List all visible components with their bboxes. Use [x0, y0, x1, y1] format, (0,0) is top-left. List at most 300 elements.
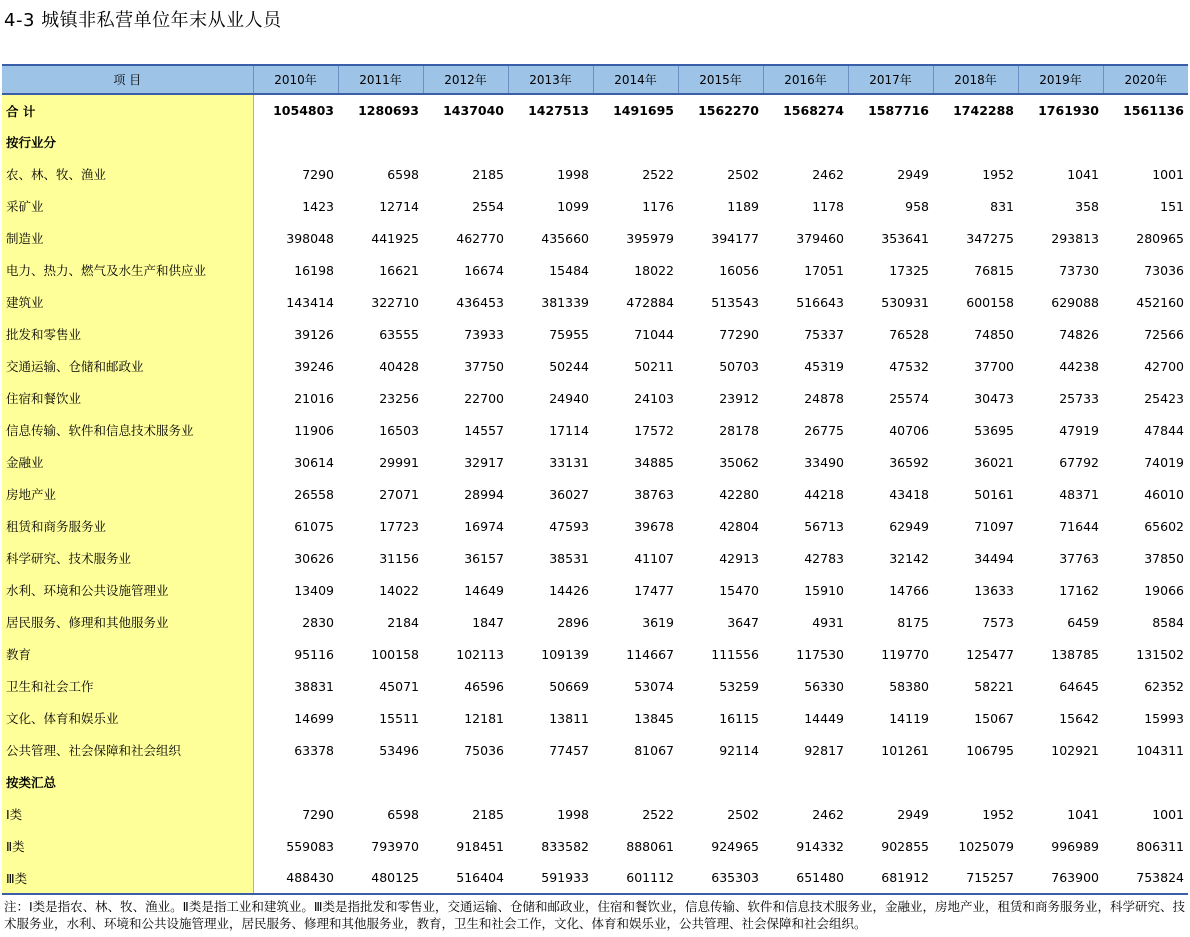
table-cell: 47844	[1144, 422, 1184, 438]
table-cell: 53074	[634, 678, 674, 694]
table-cell: 34885	[634, 454, 674, 470]
table-row	[2, 670, 1188, 702]
row-label: 金融业	[2, 446, 253, 478]
table-cell: 600158	[966, 294, 1014, 310]
table-cell: 1189	[727, 198, 759, 214]
table-cell: 46596	[464, 678, 504, 694]
table-cell: 1176	[642, 198, 674, 214]
table-cell: 39126	[294, 326, 334, 342]
table-cell: 30626	[294, 550, 334, 566]
table-cell: 1952	[982, 806, 1014, 822]
table-row	[2, 702, 1188, 734]
table-cell: 53695	[974, 422, 1014, 438]
table-cell: 44238	[1059, 358, 1099, 374]
table-cell: 379460	[796, 230, 844, 246]
table-cell: 2554	[472, 198, 504, 214]
table-row	[2, 574, 1188, 606]
page-title: 4-3 城镇非私营单位年末从业人员	[4, 10, 282, 31]
row-label: 采矿业	[2, 190, 253, 222]
table-cell: 131502	[1136, 646, 1184, 662]
table-cell: 92817	[804, 742, 844, 758]
table-cell: 38531	[549, 550, 589, 566]
table-cell: 753824	[1103, 862, 1188, 894]
table-cell	[338, 126, 423, 158]
table-cell: 2184	[387, 614, 419, 630]
table-cell: 2522	[642, 806, 674, 822]
row-label: 按行业分	[2, 126, 253, 158]
table-cell: 15484	[549, 262, 589, 278]
table-cell: 8584	[1152, 614, 1184, 630]
table-cell: 1568274	[783, 103, 844, 118]
row-label: 信息传输、软件和信息技术服务业	[2, 414, 253, 446]
table-cell: 25574	[889, 390, 929, 406]
table-cell: 14766	[889, 582, 929, 598]
table-cell: 12181	[464, 710, 504, 726]
table-cell: 1998	[557, 166, 589, 182]
table-cell: 14426	[549, 582, 589, 598]
table-cell: 73933	[464, 326, 504, 342]
table-cell: 13633	[974, 582, 1014, 598]
table-cell: 16621	[379, 262, 419, 278]
row-label: Ⅱ类	[2, 830, 253, 862]
footnote: 注：Ⅰ类是指农、林、牧、渔业。Ⅱ类是指工业和建筑业。Ⅲ类是指批发和零售业，交通运输、仓储和邮政业，住宿和餐饮业，信息传输、软件和信息技术服务业，金融业，房地产业，租赁和商务服务业，科学研究、技术服务业，水利、环境和公共设施管理业，居民服务、修理和其他服务业，教育，卫生和社会工作，文化、体育和娱乐业，公共管理、社会保障和社会组织。	[4, 899, 1185, 931]
table-cell: 71644	[1059, 518, 1099, 534]
table-cell: 1561136	[1123, 103, 1184, 118]
table-cell: 472884	[626, 294, 674, 310]
table-cell: 15511	[379, 710, 419, 726]
table-cell: 32917	[464, 454, 504, 470]
row-label: 文化、体育和娱乐业	[2, 702, 253, 734]
table-cell: 47593	[549, 518, 589, 534]
table-cell: 629088	[1051, 294, 1099, 310]
table-cell: 15067	[974, 710, 1014, 726]
table-cell: 24878	[804, 390, 844, 406]
table-cell: 591933	[508, 862, 593, 894]
table-cell: 1178	[812, 198, 844, 214]
table-cell: 11906	[294, 422, 334, 438]
table-cell: 13811	[549, 710, 589, 726]
table-row	[2, 318, 1188, 350]
table-cell: 64645	[1059, 678, 1099, 694]
year-column-header: 2016年	[763, 65, 848, 94]
table-cell: 635303	[678, 862, 763, 894]
table-cell: 28994	[464, 486, 504, 502]
row-label: 房地产业	[2, 478, 253, 510]
year-column-header: 2013年	[508, 65, 593, 94]
table-cell: 75036	[464, 742, 504, 758]
table-cell: 452160	[1136, 294, 1184, 310]
row-label: Ⅰ类	[2, 798, 253, 830]
table-cell: 40428	[379, 358, 419, 374]
table-cell	[933, 126, 1018, 158]
table-cell: 15910	[804, 582, 844, 598]
table-cell: 17325	[889, 262, 929, 278]
table-cell: 45319	[804, 358, 844, 374]
table-cell: 42783	[804, 550, 844, 566]
table-cell: 2462	[812, 806, 844, 822]
table-cell: 958	[905, 198, 929, 214]
table-cell: 63378	[294, 742, 334, 758]
table-cell: 25733	[1059, 390, 1099, 406]
table-cell: 39246	[294, 358, 334, 374]
table-cell: 62352	[1144, 678, 1184, 694]
row-label: 合 计	[2, 94, 253, 126]
table-cell: 16198	[294, 262, 334, 278]
table-cell: 53496	[379, 742, 419, 758]
table-cell: 1998	[557, 806, 589, 822]
table-cell: 47532	[889, 358, 929, 374]
table-cell: 15470	[719, 582, 759, 598]
table-cell: 74850	[974, 326, 1014, 342]
table-cell: 44218	[804, 486, 844, 502]
table-cell: 1001	[1152, 806, 1184, 822]
table-cell: 293813	[1051, 230, 1099, 246]
table-cell: 35062	[719, 454, 759, 470]
table-cell: 37850	[1144, 550, 1184, 566]
table-cell	[1018, 126, 1103, 158]
row-label: 建筑业	[2, 286, 253, 318]
table-cell: 1025079	[958, 838, 1014, 854]
table-cell: 15642	[1059, 710, 1099, 726]
table-cell: 651480	[763, 862, 848, 894]
table-cell: 62949	[889, 518, 929, 534]
table-cell: 1742288	[953, 103, 1014, 118]
table-cell: 36027	[549, 486, 589, 502]
table-cell: 1952	[982, 166, 1014, 182]
table-cell: 65602	[1144, 518, 1184, 534]
table-cell	[593, 126, 678, 158]
year-column-header: 2017年	[848, 65, 933, 94]
table-cell: 151	[1160, 198, 1184, 214]
table-cell: 26558	[294, 486, 334, 502]
table-cell: 2949	[897, 166, 929, 182]
table-cell: 74826	[1059, 326, 1099, 342]
table-cell: 102113	[456, 646, 504, 662]
table-cell: 6598	[387, 806, 419, 822]
table-cell: 43418	[889, 486, 929, 502]
table-cell: 16503	[379, 422, 419, 438]
table-cell: 1423	[302, 198, 334, 214]
table-cell: 58221	[974, 678, 1014, 694]
table-cell: 17162	[1059, 582, 1099, 598]
table-cell: 95116	[294, 646, 334, 662]
table-row	[2, 126, 1188, 158]
table-cell: 1041	[1067, 166, 1099, 182]
table-cell: 24103	[634, 390, 674, 406]
table-cell: 513543	[711, 294, 759, 310]
table-cell: 2462	[812, 166, 844, 182]
row-label: Ⅲ类	[2, 862, 253, 894]
employment-table	[2, 64, 1188, 895]
table-cell: 77457	[549, 742, 589, 758]
table-cell: 2896	[557, 614, 589, 630]
table-cell: 34494	[974, 550, 1014, 566]
table-cell	[423, 766, 508, 798]
table-cell: 462770	[456, 230, 504, 246]
table-cell: 7573	[982, 614, 1014, 630]
table-cell: 435660	[541, 230, 589, 246]
table-cell: 36157	[464, 550, 504, 566]
table-cell	[933, 766, 1018, 798]
table-cell: 100158	[371, 646, 419, 662]
row-label: 租赁和商务服务业	[2, 510, 253, 542]
table-row	[2, 542, 1188, 574]
table-cell: 28178	[719, 422, 759, 438]
table-cell: 138785	[1051, 646, 1099, 662]
table-cell: 996989	[1051, 838, 1099, 854]
table-row	[2, 638, 1188, 670]
table-cell: 13845	[634, 710, 674, 726]
table-cell: 1761930	[1038, 103, 1099, 118]
row-label: 交通运输、仓储和邮政业	[2, 350, 253, 382]
table-cell: 48371	[1059, 486, 1099, 502]
table-cell: 394177	[711, 230, 759, 246]
table-cell: 104311	[1136, 742, 1184, 758]
table-cell: 42804	[719, 518, 759, 534]
table-cell: 17723	[379, 518, 419, 534]
table-cell: 19066	[1144, 582, 1184, 598]
table-cell: 23256	[379, 390, 419, 406]
table-cell: 6598	[387, 166, 419, 182]
table-cell	[763, 126, 848, 158]
table-cell: 45071	[379, 678, 419, 694]
table-cell: 73730	[1059, 262, 1099, 278]
row-label: 水利、环境和公共设施管理业	[2, 574, 253, 606]
table-cell: 76528	[889, 326, 929, 342]
table-cell: 63555	[379, 326, 419, 342]
table-cell: 50161	[974, 486, 1014, 502]
table-cell: 3647	[727, 614, 759, 630]
table-cell: 381339	[541, 294, 589, 310]
table-cell: 53259	[719, 678, 759, 694]
row-label: 制造业	[2, 222, 253, 254]
table-cell: 601112	[593, 862, 678, 894]
table-cell: 125477	[966, 646, 1014, 662]
table-row	[2, 766, 1188, 798]
table-row	[2, 798, 1188, 830]
row-label: 农、林、牧、渔业	[2, 158, 253, 190]
table-row	[2, 414, 1188, 446]
table-cell: 480125	[338, 862, 423, 894]
table-cell	[508, 766, 593, 798]
year-column-header: 2012年	[423, 65, 508, 94]
table-cell: 398048	[286, 230, 334, 246]
table-cell: 75337	[804, 326, 844, 342]
table-cell: 902855	[881, 838, 929, 854]
table-cell: 26775	[804, 422, 844, 438]
table-cell: 16115	[719, 710, 759, 726]
table-cell: 16056	[719, 262, 759, 278]
table-cell: 47919	[1059, 422, 1099, 438]
table-cell: 42913	[719, 550, 759, 566]
row-label: 教育	[2, 638, 253, 670]
table-cell: 918451	[456, 838, 504, 854]
table-cell: 111556	[711, 646, 759, 662]
table-cell: 76815	[974, 262, 1014, 278]
table-cell: 530931	[881, 294, 929, 310]
table-cell: 924965	[711, 838, 759, 854]
table-cell: 806311	[1136, 838, 1184, 854]
table-cell: 24940	[549, 390, 589, 406]
table-cell	[678, 126, 763, 158]
table-cell: 31156	[379, 550, 419, 566]
table-cell: 75955	[549, 326, 589, 342]
table-cell: 914332	[796, 838, 844, 854]
table-cell: 30473	[974, 390, 1014, 406]
table-cell: 763900	[1018, 862, 1103, 894]
table-cell: 7290	[302, 166, 334, 182]
table-cell: 1280693	[358, 103, 419, 118]
table-cell	[678, 766, 763, 798]
table-cell: 71097	[974, 518, 1014, 534]
table-cell: 8175	[897, 614, 929, 630]
table-row	[2, 478, 1188, 510]
row-label: 按类汇总	[2, 766, 253, 798]
table-cell	[338, 766, 423, 798]
row-label: 电力、热力、燃气及水生产和供应业	[2, 254, 253, 286]
table-row	[2, 94, 1188, 126]
table-cell: 6459	[1067, 614, 1099, 630]
table-cell: 27071	[379, 486, 419, 502]
table-cell: 17051	[804, 262, 844, 278]
table-cell: 50703	[719, 358, 759, 374]
table-row	[2, 254, 1188, 286]
table-cell: 56713	[804, 518, 844, 534]
table-cell: 831	[990, 198, 1014, 214]
table-cell: 41107	[634, 550, 674, 566]
table-cell: 14649	[464, 582, 504, 598]
table-row	[2, 350, 1188, 382]
row-label: 住宿和餐饮业	[2, 382, 253, 414]
table-cell: 2522	[642, 166, 674, 182]
table-cell: 50244	[549, 358, 589, 374]
table-cell: 715257	[933, 862, 1018, 894]
table-row	[2, 606, 1188, 638]
row-label: 卫生和社会工作	[2, 670, 253, 702]
table-cell: 14557	[464, 422, 504, 438]
table-cell: 13409	[294, 582, 334, 598]
table-cell: 40706	[889, 422, 929, 438]
table-cell: 38831	[294, 678, 334, 694]
table-cell: 1587716	[868, 103, 929, 118]
table-cell	[253, 126, 338, 158]
table-cell: 71044	[634, 326, 674, 342]
table-cell	[848, 126, 933, 158]
table-cell	[1103, 126, 1188, 158]
table-cell: 280965	[1136, 230, 1184, 246]
table-cell: 23912	[719, 390, 759, 406]
table-cell: 50669	[549, 678, 589, 694]
table-cell: 22700	[464, 390, 504, 406]
table-cell: 441925	[371, 230, 419, 246]
table-cell	[763, 766, 848, 798]
table-cell: 92114	[719, 742, 759, 758]
table-cell: 3619	[642, 614, 674, 630]
table-row	[2, 734, 1188, 766]
table-cell: 322710	[371, 294, 419, 310]
table-cell: 14449	[804, 710, 844, 726]
table-row	[2, 446, 1188, 478]
table-cell: 353641	[881, 230, 929, 246]
table-cell: 793970	[371, 838, 419, 854]
table-cell: 33131	[549, 454, 589, 470]
table-cell: 559083	[286, 838, 334, 854]
table-cell: 37700	[974, 358, 1014, 374]
row-label: 公共管理、社会保障和社会组织	[2, 734, 253, 766]
table-cell: 488430	[253, 862, 338, 894]
table-cell: 61075	[294, 518, 334, 534]
table-cell: 21016	[294, 390, 334, 406]
table-row	[2, 286, 1188, 318]
table-cell: 29991	[379, 454, 419, 470]
table-cell: 74019	[1144, 454, 1184, 470]
table-cell: 14699	[294, 710, 334, 726]
table-row	[2, 382, 1188, 414]
table-cell: 102921	[1051, 742, 1099, 758]
table-cell: 516643	[796, 294, 844, 310]
table-cell: 37763	[1059, 550, 1099, 566]
table-cell	[1103, 766, 1188, 798]
table-cell: 2502	[727, 166, 759, 182]
table-cell: 888061	[626, 838, 674, 854]
table-cell: 17114	[549, 422, 589, 438]
table-cell: 347275	[966, 230, 1014, 246]
year-column-header: 2010年	[253, 65, 338, 94]
table-cell: 358	[1075, 198, 1099, 214]
table-cell: 2185	[472, 166, 504, 182]
table-cell: 30614	[294, 454, 334, 470]
table-cell: 36592	[889, 454, 929, 470]
table-cell: 77290	[719, 326, 759, 342]
table-cell: 119770	[881, 646, 929, 662]
table-cell: 2502	[727, 806, 759, 822]
table-cell: 15993	[1144, 710, 1184, 726]
row-label: 居民服务、修理和其他服务业	[2, 606, 253, 638]
table-cell	[253, 766, 338, 798]
table-cell: 1001	[1152, 166, 1184, 182]
table-cell: 46010	[1144, 486, 1184, 502]
table-cell	[1018, 766, 1103, 798]
row-label: 批发和零售业	[2, 318, 253, 350]
table-cell: 14119	[889, 710, 929, 726]
table-cell: 7290	[302, 806, 334, 822]
table-cell: 1437040	[443, 103, 504, 118]
table-cell: 32142	[889, 550, 929, 566]
table-cell: 516404	[423, 862, 508, 894]
table-row	[2, 222, 1188, 254]
table-cell: 42700	[1144, 358, 1184, 374]
table-cell: 37750	[464, 358, 504, 374]
table-cell: 36021	[974, 454, 1014, 470]
table-cell: 4931	[812, 614, 844, 630]
year-column-header: 2018年	[933, 65, 1018, 94]
table-cell: 33490	[804, 454, 844, 470]
table-row	[2, 190, 1188, 222]
year-column-header: 2014年	[593, 65, 678, 94]
table-cell: 17477	[634, 582, 674, 598]
year-column-header: 2020年	[1103, 65, 1188, 94]
table-cell	[848, 766, 933, 798]
table-cell: 81067	[634, 742, 674, 758]
table-cell: 12714	[379, 198, 419, 214]
year-column-header: 2015年	[678, 65, 763, 94]
year-column-header: 2019年	[1018, 65, 1103, 94]
table-cell: 72566	[1144, 326, 1184, 342]
table-cell: 18022	[634, 262, 674, 278]
table-cell: 16674	[464, 262, 504, 278]
item-column-header: 项 目	[2, 65, 253, 94]
table-cell: 14022	[379, 582, 419, 598]
